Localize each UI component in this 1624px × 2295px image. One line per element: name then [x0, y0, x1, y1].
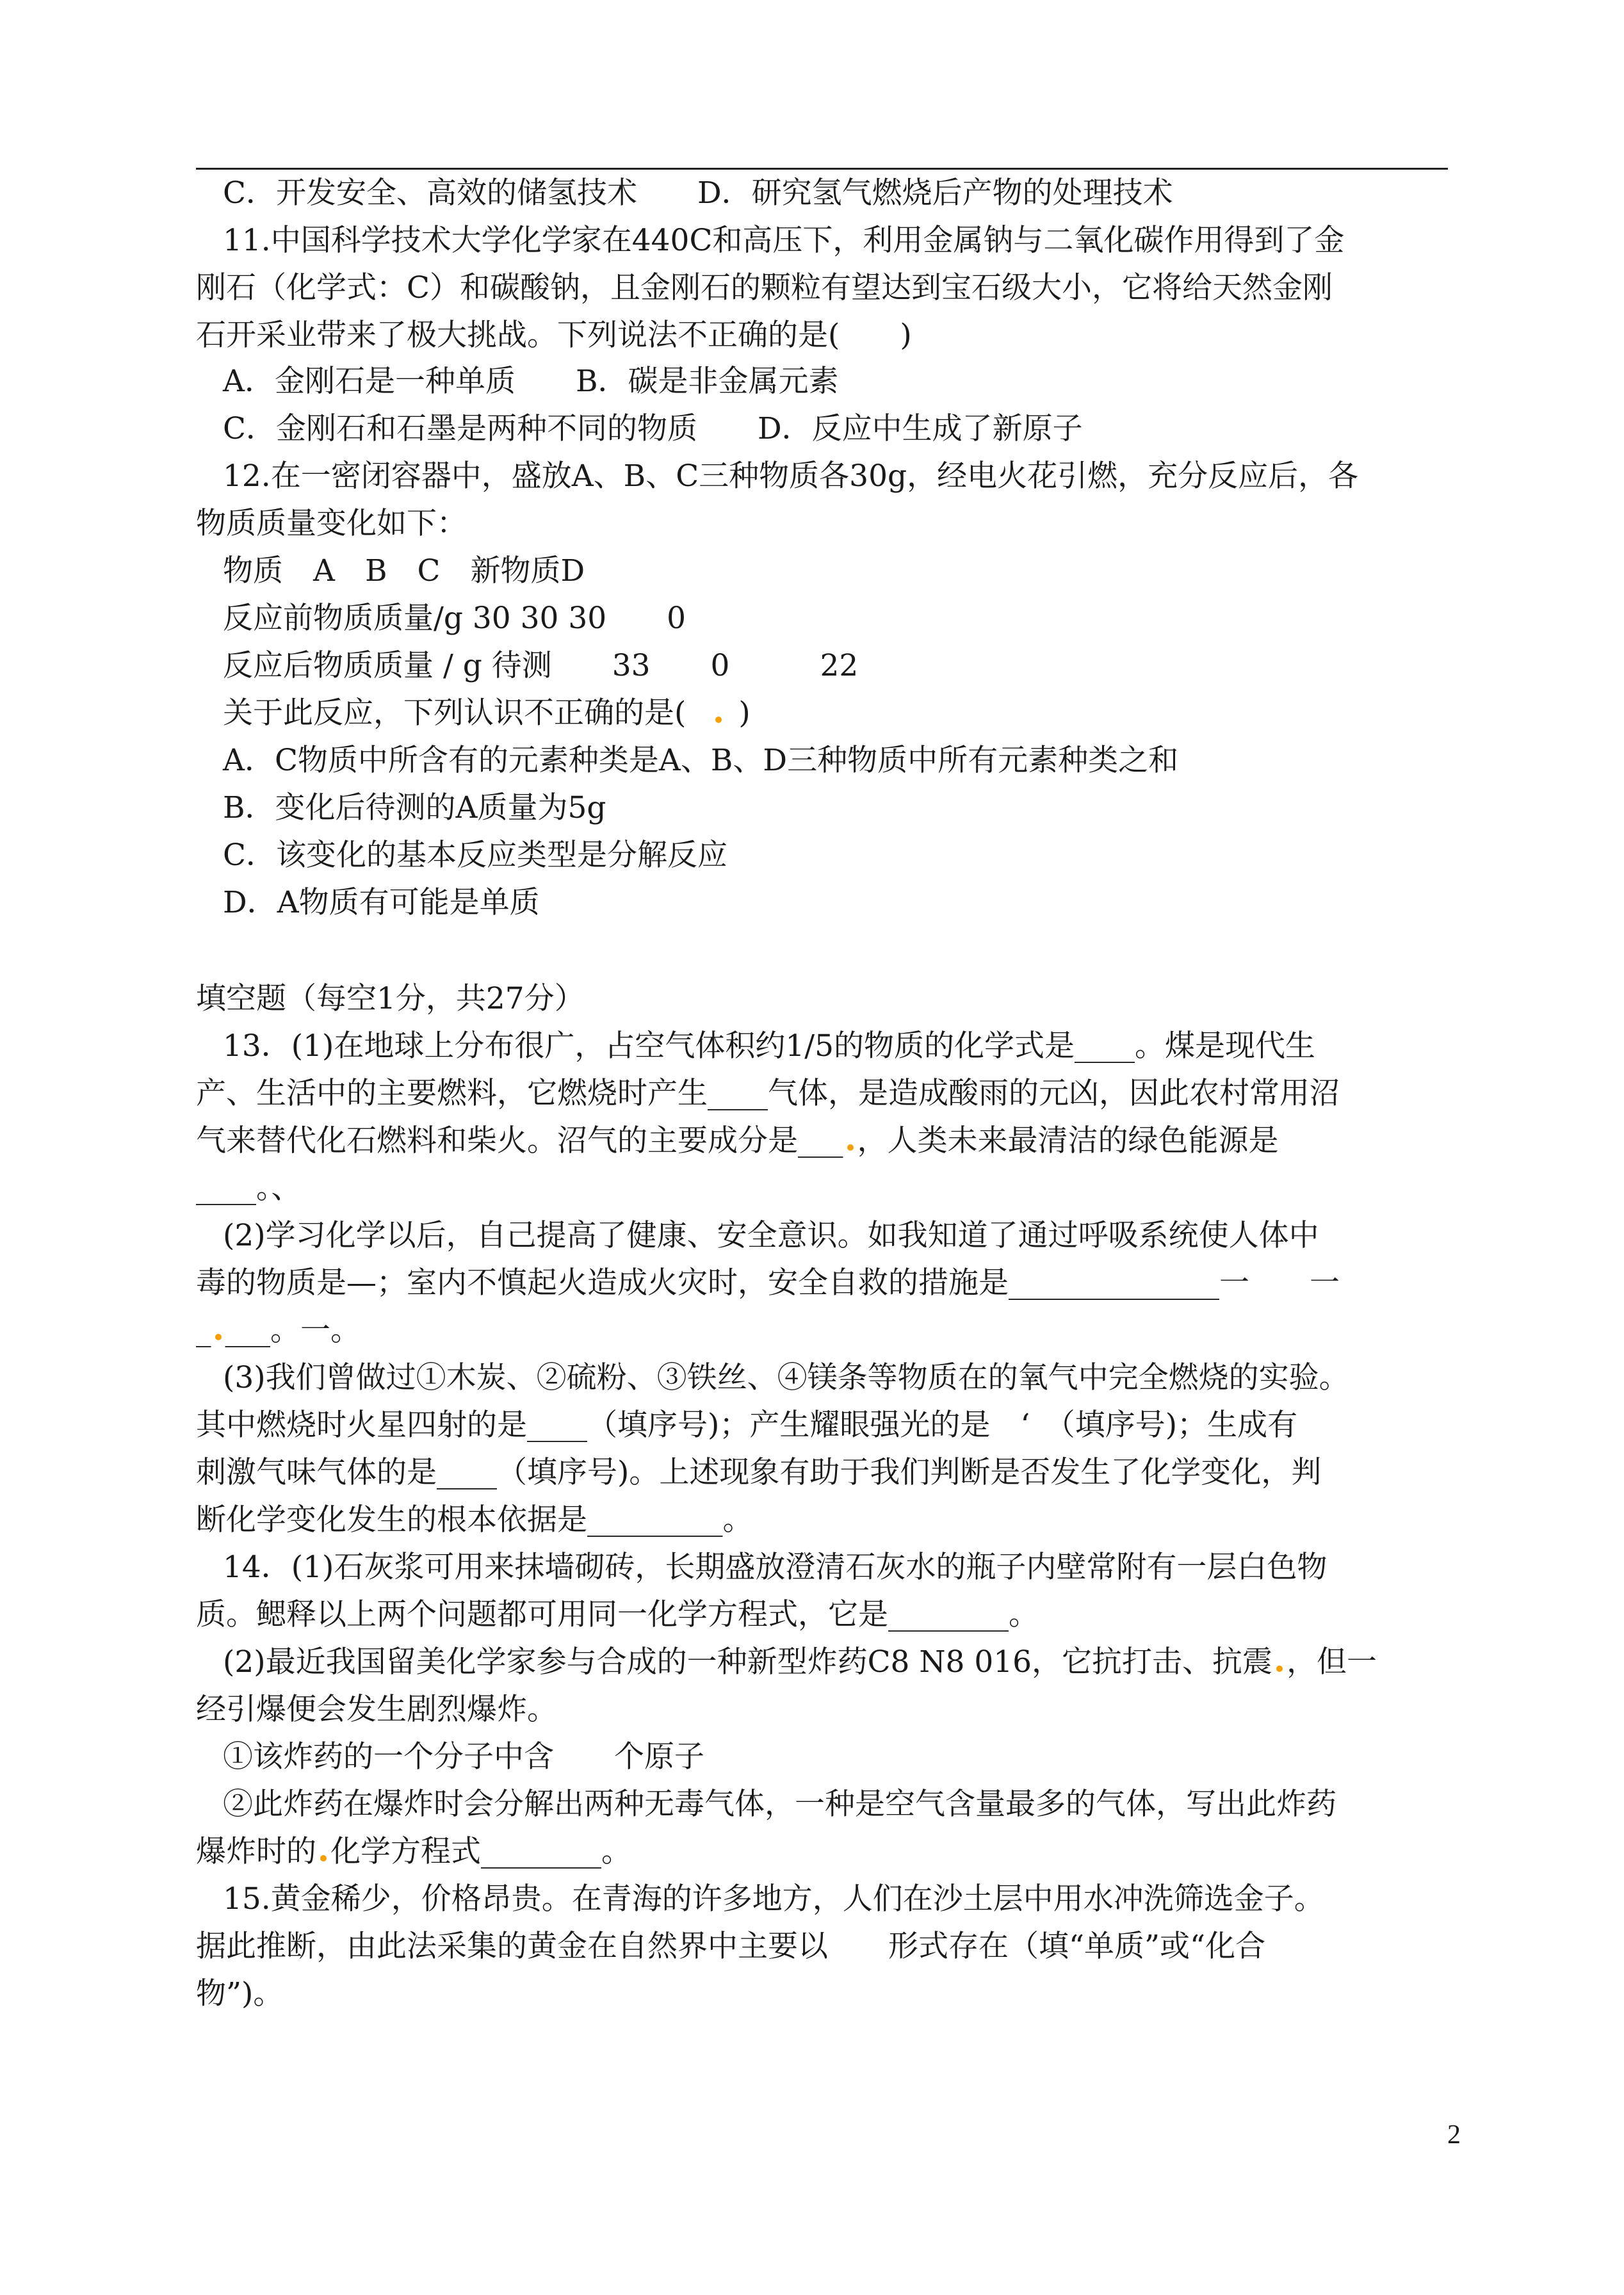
q13-2-line2: 毒的物质是—；室内不慎起火造成火灾时，安全自救的措施是______________一 一 — [196, 1265, 1340, 1301]
q12-question-text: 关于此反应，下列认识不正确的是( — [223, 695, 686, 731]
q12-stem-line2: 物质质量变化如下： — [196, 506, 467, 541]
q14-2-line1 — [223, 1643, 1377, 1682]
q13-3-line1: (3)我们曾做过①木炭、②硫粉、③铁丝、④镁条等物质在的氧气中完全燃烧的实验。 — [223, 1360, 1349, 1395]
q13-2-line1: (2)学习化学以后，自己提高了健康、安全意识。如我知道了通过呼吸系统使人体中 — [223, 1218, 1319, 1253]
marker-dot — [320, 1855, 327, 1861]
q14-1-line2: 质。鳃释以上两个问题都可用同一化学方程式，它是________。 — [196, 1597, 1039, 1632]
marker-dot — [215, 1334, 222, 1340]
q12-question-close: ) — [738, 695, 751, 731]
q13-2-line3-a: _ — [196, 1313, 211, 1348]
q12-table-header: 物质 A B C 新物质D — [223, 553, 585, 588]
q13-3-line4: 断化学变化发生的根本依据是_________。 — [196, 1502, 753, 1537]
q10-options-cd: C．开发安全、高效的储氢技术 D．研究氢气燃烧后产物的处理技术 — [223, 175, 1173, 211]
q13-1-line3-a: 气来替代化石燃料和柴火。沼气的主要成分是___ — [196, 1123, 843, 1158]
q14-2-sub2-line2-a: 爆炸时的 — [196, 1834, 316, 1869]
q12-table-row-after: 反应后物质质量 / g 待测 33 0 22 — [223, 648, 859, 683]
q11-stem-line2: 刚石（化学式：C）和碳酸钠，且金刚石的颗粒有望达到宝石级大小，它将给天然金刚 — [196, 270, 1333, 305]
marker-dot — [847, 1144, 854, 1151]
q15-line2: 据此推断，由此法采集的黄金在自然界中主要以 形式存在（填“单质”或“化合 — [196, 1929, 1266, 1964]
q14-2-line1-a: (2)最近我国留美化学家参与合成的一种新型炸药C8 N8 016，它抗打击、抗震 — [223, 1644, 1273, 1680]
q12-option-b: B．变化后待测的A质量为5g — [223, 790, 606, 825]
q14-2-sub1: ①该炸药的一个分子中含 个原子 — [223, 1739, 704, 1774]
q13-3-line2: 其中燃烧时火星四射的是____（填序号)；产生耀眼强光的是 ‘ （填序号)；生成有 — [196, 1407, 1298, 1443]
q13-2-line3-b: ___。一。 — [225, 1313, 361, 1348]
q12-stem-line1: 12.在一密闭容器中，盛放A、B、C三种物质各30g，经电火花引燃，充分反应后，各 — [223, 458, 1359, 494]
q14-2-sub2-line1: ②此炸药在爆炸时会分解出两种无毒气体，一种是空气含量最多的气体，写出此炸药 — [223, 1787, 1336, 1822]
q12-question — [223, 694, 751, 733]
q14-1-line1: 14．(1)石灰浆可用来抹墙砌砖，长期盛放澄清石灰水的瓶子内壁常附有一层白色物 — [223, 1550, 1328, 1585]
header-rule — [196, 168, 1448, 170]
q15-line3: 物”)。 — [196, 1976, 284, 2011]
q14-2-line1-b: ，但一 — [1287, 1644, 1377, 1680]
q13-1-line2: 产、生活中的主要燃料，它燃烧时产生____气体，是造成酸雨的元凶，因此农村常用沼 — [196, 1076, 1340, 1111]
q11-options-cd: C．金刚石和石墨是两种不同的物质 D．反应中生成了新原子 — [223, 411, 1083, 446]
q13-2-line3 — [196, 1311, 361, 1350]
q12-option-a: A．C物质中所含有的元素种类是A、B、D三种物质中所有元素种类之和 — [223, 743, 1179, 778]
q14-2-sub2-line2-b: 化学方程式________。 — [330, 1834, 631, 1869]
q11-stem-line3: 石开采业带来了极大挑战。下列说法不正确的是( ) — [196, 318, 912, 353]
q15-line1: 15.黄金稀少，价格昂贵。在青海的许多地方，人们在沙土层中用水冲洗筛选金子。 — [223, 1881, 1324, 1917]
q13-1-line3 — [196, 1122, 1279, 1160]
marker-dot — [715, 717, 722, 723]
q11-stem-line1: 11.中国科学技术大学化学家在440C和高压下，利用金属钠与二氧化碳作用得到了金 — [223, 223, 1345, 258]
q12-table-row-before: 反应前物质质量/g 30 30 30 0 — [223, 601, 686, 636]
q12-option-c: C．该变化的基本反应类型是分解反应 — [223, 838, 727, 873]
marker-dot — [1276, 1666, 1283, 1672]
section-heading-fill-blank: 填空题（每空1分，共27分） — [196, 981, 585, 1016]
q13-1-line3-b: ，人类未来最清洁的绿色能源是 — [857, 1123, 1279, 1158]
q12-option-d: D．A物质有可能是单质 — [223, 885, 540, 920]
q11-options-ab: A．金刚石是一种单质 B．碳是非金属元素 — [223, 364, 839, 399]
page-number: 2 — [1447, 2120, 1461, 2150]
q13-1-line4: ____。、 — [196, 1171, 302, 1206]
q13-3-line3: 刺激气味气体的是____（填序号)。上述现象有助于我们判断是否发生了化学变化，判 — [196, 1455, 1322, 1490]
q14-2-line2: 经引爆便会发生剧烈爆炸。 — [196, 1692, 557, 1727]
q14-2-sub2-line2 — [196, 1833, 631, 1871]
q13-1-line1: 13．(1)在地球上分布很广，占空气体积约1/5的物质的化学式是____。煤是现代生 — [223, 1028, 1316, 1064]
